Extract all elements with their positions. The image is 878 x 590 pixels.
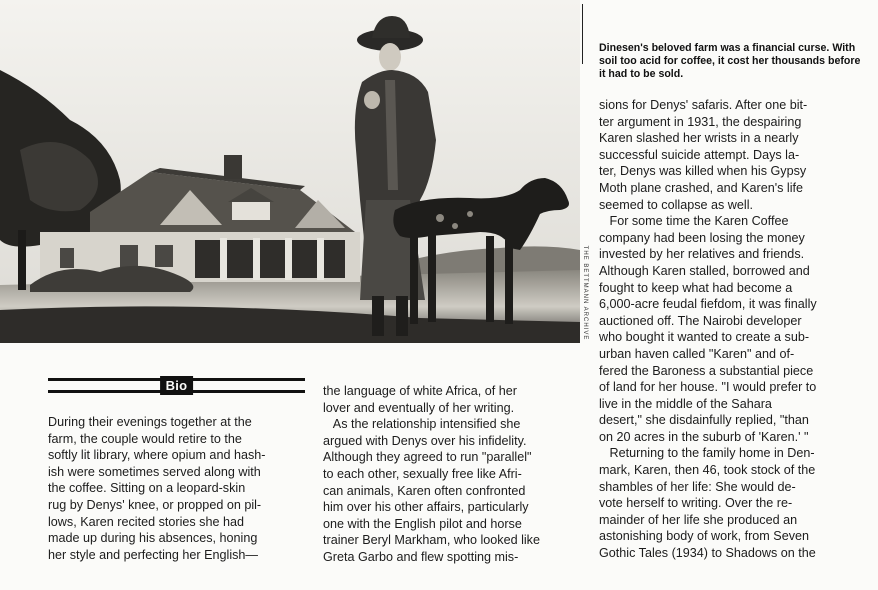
text-line: company had been losing the money bbox=[599, 230, 805, 245]
text-line: sions for Denys' safaris. After one bit- bbox=[599, 98, 808, 112]
text-line: During their evenings together at the bbox=[48, 415, 252, 429]
text-line: to each other, sexually free like Afri- bbox=[323, 466, 522, 481]
text-line: trainer Beryl Markham, who looked like bbox=[323, 533, 540, 548]
text-line: successful suicide attempt. Days la- bbox=[599, 147, 800, 162]
text-line: fought to keep what had become a bbox=[599, 280, 793, 295]
text-line: softly lit library, where opium and hash- bbox=[48, 448, 266, 463]
text-line: Gothic Tales (1934) to Shadows on the bbox=[599, 546, 816, 561]
text-line: ter, Denys was killed when his Gypsy bbox=[599, 164, 807, 179]
text-line: one with the English pilot and horse bbox=[323, 516, 522, 531]
text-line: who bought it wanted to create a sub- bbox=[599, 330, 810, 345]
photo-caption: Dinesen's beloved farm was a financial curse. With soil too acid for coffee, it cost her thousands before it had to be sold. bbox=[599, 42, 861, 80]
text-line: auctioned off. The Nairobi developer bbox=[599, 313, 802, 328]
text-line: shambles of her life: She would de- bbox=[599, 479, 796, 494]
text-line: can animals, Karen often confronted bbox=[323, 483, 526, 498]
text-line: fered the Baroness a substantial piece bbox=[599, 363, 814, 378]
text-line: 6,000-acre feudal fiefdom, it was finally bbox=[599, 297, 817, 312]
column-divider bbox=[582, 4, 583, 64]
text-line: For some time the Karen Coffee bbox=[599, 214, 789, 229]
text-line: mark, Karen, then 46, took stock of the bbox=[599, 463, 816, 478]
photo-credit-text: THE BETTMANN ARCHIVE bbox=[582, 245, 588, 341]
text-column-left bbox=[48, 414, 265, 563]
text-line: As the relationship intensified she bbox=[323, 417, 521, 432]
text-line: of land for her house. "I would prefer to bbox=[599, 380, 817, 395]
text-line: astonishing body of work, from Seven bbox=[599, 529, 810, 544]
text-line: urban haven called "Karen" and of- bbox=[599, 346, 795, 361]
text-column-middle bbox=[323, 383, 540, 566]
text-line: ish were sometimes served along with bbox=[48, 464, 261, 479]
photo-credit bbox=[580, 238, 590, 348]
text-line: Returning to the family home in Den- bbox=[599, 446, 815, 461]
text-line: farm, the couple would retire to the bbox=[48, 431, 242, 446]
text-column-right bbox=[599, 97, 817, 562]
text-line: Although Karen stalled, borrowed and bbox=[599, 263, 810, 278]
text-line: vote herself to writing. Over the re- bbox=[599, 496, 793, 511]
text-line: Karen slashed her wrists in a nearly bbox=[599, 131, 799, 146]
farm-photograph-illustration bbox=[0, 0, 580, 343]
text-line: lover and eventually of her writing. bbox=[323, 400, 515, 415]
text-line: desert," she disdainfully replied, "than bbox=[599, 413, 809, 428]
bio-section-header bbox=[48, 376, 305, 395]
text-line: invested by her relatives and friends. bbox=[599, 247, 805, 262]
text-line: him over his other affairs, particularly bbox=[323, 500, 529, 515]
text-line: Although they agreed to run "parallel" bbox=[323, 450, 532, 465]
text-line: lows, Karen recited stories she had bbox=[48, 514, 245, 529]
text-line: on 20 acres in the suburb of 'Karen.' " bbox=[599, 429, 809, 444]
text-line: live in the middle of the Sahara bbox=[599, 396, 772, 411]
text-line: made up during his absences, honing bbox=[48, 531, 258, 546]
text-line: her style and perfecting her English— bbox=[48, 547, 259, 562]
text-line: seemed to collapse as well. bbox=[599, 197, 754, 212]
text-line: the language of white Africa, of her bbox=[323, 384, 517, 398]
bio-label: Bio bbox=[160, 376, 194, 395]
text-line: rug by Denys' knee, or propped on pil- bbox=[48, 497, 262, 512]
text-line: Greta Garbo and flew spotting mis- bbox=[323, 549, 519, 564]
text-line: Moth plane crashed, and Karen's life bbox=[599, 180, 804, 195]
text-line: argued with Denys over his infidelity. bbox=[323, 433, 527, 448]
text-line: the coffee. Sitting on a leopard-skin bbox=[48, 481, 246, 496]
farm-photograph bbox=[0, 0, 580, 343]
text-line: ter argument in 1931, the despairing bbox=[599, 114, 802, 129]
text-line: mainder of her life she produced an bbox=[599, 512, 798, 527]
